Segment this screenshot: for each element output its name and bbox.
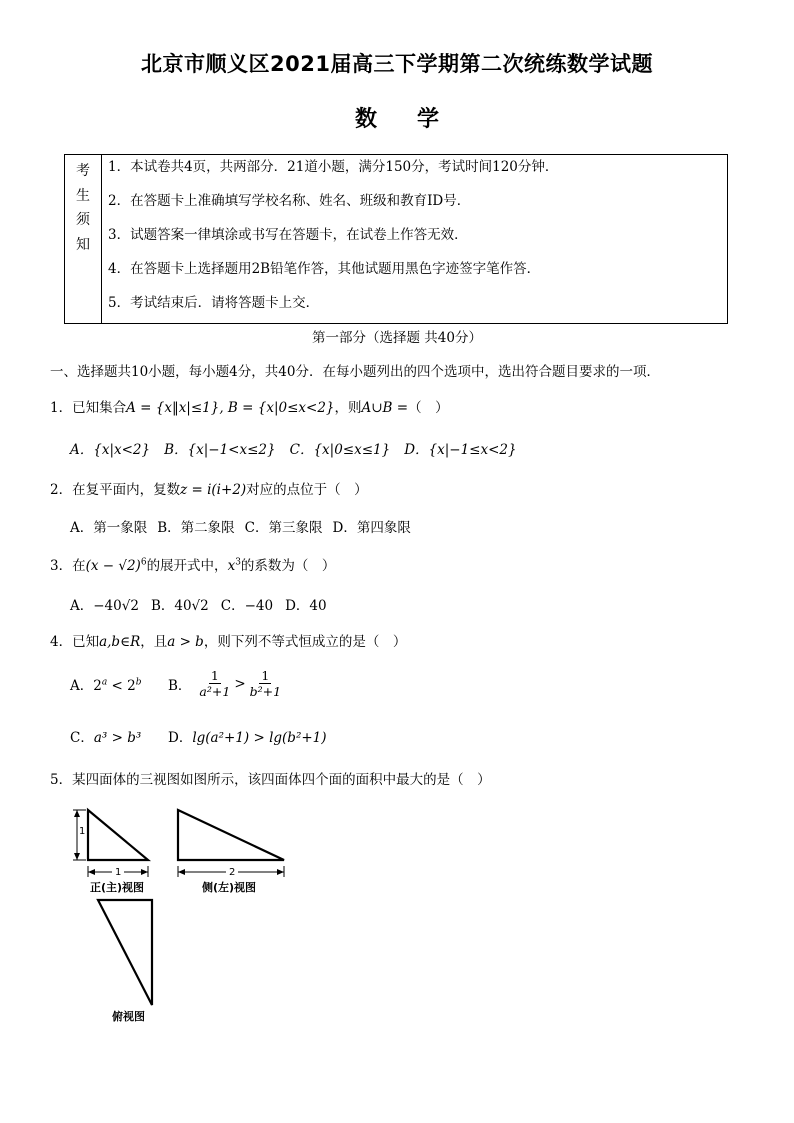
q4-option-d: D．lg(a²+1) > lg(b²+1): [168, 730, 327, 746]
notice-item: 5．考试结束后．请将答题卡上交．: [108, 295, 320, 311]
notice-label-char: 知: [76, 236, 90, 253]
notice-label-char: 须: [76, 212, 90, 228]
front-view-triangle: [88, 810, 148, 860]
q4-option-c: C．a³ > b³: [70, 730, 142, 746]
top-view-label: 俯视图: [112, 1010, 145, 1023]
q4-stem: 4．已知a,b∈R，且a > b，则下列不等式恒成立的是（ ）: [50, 634, 407, 650]
fraction: $\frac{1}{\text{a²+1}}$: [199, 668, 231, 699]
q3-option-a: A．−40√2: [70, 598, 139, 614]
q5-stem: 5．某四面体的三视图如图所示，该四面体四个面的面积中最大的是（ ）: [50, 772, 491, 788]
notice-box: [64, 154, 728, 324]
front-width-label: 1: [115, 867, 122, 878]
q2-stem: 2．在复平面内，复数z = i(i+2)对应的点位于（ ）: [50, 482, 368, 498]
q1-stem: 1．已知集合A = {x‖x|≤1}, B = {x|0≤x<2}，则A∪B =（ ）: [50, 400, 449, 416]
notice-label-char: 考: [76, 163, 90, 179]
front-view: [73, 810, 148, 894]
arrow-up-icon: [74, 810, 80, 817]
q4-options-ab: [70, 668, 283, 699]
notice-items: [102, 155, 727, 323]
part1-instructions: 一、选择题共10小题，每小题4分，共40分．在每小题列出的四个选项中，选出符合题目要求的一项．: [50, 364, 660, 380]
arrow-left-icon: [178, 869, 185, 875]
notice-item: 4．在答题卡上选择题用2B铅笔作答，其他试题用黑色字迹签字笔作答．: [108, 261, 541, 277]
notice-item: 3．试题答案一律填涂或书写在答题卡，在试卷上作答无效．: [108, 227, 468, 243]
q2-option-c: C．第三象限: [244, 520, 323, 536]
arrow-right-icon: [277, 869, 284, 875]
height-label: 1: [79, 826, 86, 837]
side-view: [178, 810, 284, 894]
q2-option-b: B．第二象限: [157, 520, 235, 536]
top-view-triangle: [98, 900, 152, 1005]
arrow-right-icon: [141, 869, 148, 875]
side-view-triangle: [178, 810, 284, 860]
top-view: [98, 900, 152, 1023]
arrow-down-icon: [74, 853, 80, 860]
q3-option-c: C．−40: [220, 598, 274, 614]
q1-option-c: C．{x|0≤x≤1}: [289, 442, 391, 458]
q2-options: [70, 516, 411, 536]
q1-option-d: D．{x|−1≤x<2}: [404, 442, 517, 458]
page-title: 北京市顺义区2021届高三下学期第二次统练数学试题: [141, 52, 653, 76]
q4-option-b: B． $\frac{1}{\text{a²+1}}$ > $\frac{1}{\text{b²+1}}$: [168, 668, 282, 699]
q1-option-b: B．{x|−1<x≤2}: [164, 442, 276, 458]
notice-item: 1．本试卷共4页，共两部分．21道小题，满分150分，考试时间120分钟．: [108, 159, 559, 175]
q3-options: [70, 594, 327, 614]
notice-label-char: 生: [76, 187, 90, 204]
notice-label: [65, 155, 102, 323]
front-view-label: 正(主)视图: [90, 881, 145, 894]
q2-option-d: D．第四象限: [332, 520, 411, 536]
subject-title: 数学: [354, 107, 479, 132]
q4-options-cd: [70, 726, 327, 746]
q3-stem: 3．在$(x - √2)^6$的展开式中，$x^3$的系数为（ ）: [50, 557, 336, 574]
notice-item: 2．在答题卡上准确填写学校名称、姓名、班级和教育ID号．: [108, 193, 471, 209]
q2-option-a: A．第一象限: [70, 520, 148, 536]
three-view-figure: [66, 798, 306, 1023]
side-view-label: 侧(左)视图: [202, 881, 257, 894]
q3-option-d: D．40: [285, 598, 327, 614]
q1-options: [70, 438, 517, 458]
q1-option-a: A．{x|x<2}: [70, 442, 151, 458]
q3-option-b: B．40√2: [150, 598, 209, 614]
part1-heading: 第一部分（选择题 共40分）: [312, 330, 482, 346]
arrow-left-icon: [88, 869, 95, 875]
side-width-label: 2: [229, 867, 236, 878]
fraction: $\frac{1}{\text{b²+1}}$: [249, 668, 282, 699]
q4-option-a: A．$2^a < 2^b$: [70, 677, 142, 694]
